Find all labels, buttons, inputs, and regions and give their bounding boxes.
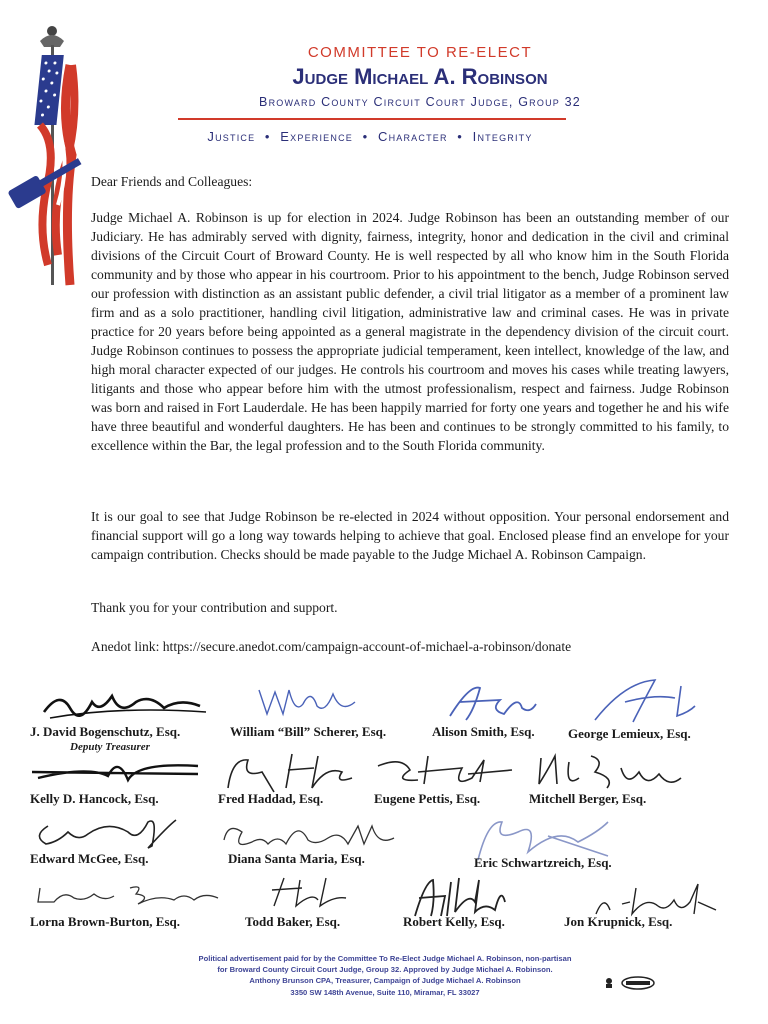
signatory-name: William “Bill” Scherer, Esq. [230,724,387,739]
greeting: Dear Friends and Colleagues: [91,174,253,189]
thanks-line: Thank you for your contribution and support. [91,600,338,615]
body-paragraph-1: Judge Michael A. Robinson is up for election in 2024. Judge Robinson has been an outstanding member of our Judiciary. He has admirably served with dignity, fairness, integrity, honor and dedication in the civil and criminal divisions of the Circuit Court of Broward County. He is well respected by all who know him in the South Florida community and by those who appear in his courtroom. Prior to his appointment to the bench, Judge Robinson served our profession with distinction as an assistant public defender, a civil trial litigator as a member of a prominent law firm and as a solo practitioner, handling civil litigation, administrative law and criminal cases. He was in private practice for 20 years before being appointed as a general magistrate in the dependency division of the circuit court. Judge Robinson continues to possess the appropriate judicial temperament, keen intellect, knowledge of the law, and high moral character expected of our judges. He controls his courtroom and moves his cases while treating lawyers, litigants and those who appear before him with the utmost professionalism, respect and fairness. Judge Robinson was born and raised in Fort Lauderdale. He has been happily married for forty one years and together he and his wife have three beautiful and wonderful daughters. He has been and continues to be strongly committed to his family, to excellence within the Bar, the legal profession and to the South Florida community. [91,210,729,453]
signature-haddad [222,748,362,796]
signatory-name: J. David Bogenschutz, Esq. [30,724,181,739]
signatory-name: Robert Kelly, Esq. [403,914,505,929]
disclaimer-line: Anthony Brunson CPA, Treasurer, Campaign of Judge Michael A. Robinson [249,976,521,986]
office-line: Broward County Circuit Court Judge, Group 32 [259,95,581,109]
signatory-name: Jon Krupnick, Esq. [564,914,673,929]
signature-bogenschutz [40,688,210,724]
signature-lemieux [585,676,705,726]
signature-scherer [255,684,365,720]
disclaimer-line: 3350 SW 148th Avenue, Suite 110, Miramar, FL 33027 [290,987,480,997]
signatory-name: Diana Santa Maria, Esq. [228,851,365,866]
signatory-name: Mitchell Berger, Esq. [529,791,647,806]
header-divider [178,118,566,120]
union-bug-icon [604,976,656,990]
body-paragraph-2: It is our goal to see that Judge Robinson be re-elected in 2024 without opposition. Your personal endorsement and financial support will go a long way towards helping to achieve that goal. Enclosed please find an envelope for your campaign contribution. Checks should be made payable to the Judge Michael A. Robinson Campaign. [91,509,729,562]
signature-hancock [28,752,208,786]
signature-smith [430,680,540,724]
signatory-name: George Lemieux, Esq. [568,726,691,741]
signatory-name: Alison Smith, Esq. [432,724,535,739]
signature-pettis [372,752,522,792]
signatory-name: Kelly D. Hancock, Esq. [30,791,159,806]
signatory-name: Lorna Brown-Burton, Esq. [30,914,181,929]
candidate-name: Judge Michael A. Robinson [292,64,548,89]
signature-santa-maria [218,816,408,856]
signature-mcgee [28,812,178,852]
signature-baker [262,872,362,912]
signature-berger [535,748,685,794]
signatory-role: Deputy Treasurer [70,741,150,753]
signatory-name: Eugene Pettis, Esq. [374,791,481,806]
signatory-name: Todd Baker, Esq. [245,914,341,929]
signatory-name: Fred Haddad, Esq. [218,791,324,806]
disclaimer-line: Political advertisement paid for by the Committee To Re-Elect Judge Michael A. Robinson, non-partisan [198,954,572,963]
tagline: Justice • Experience • Character • Integrity [207,129,533,144]
signature-brown-burton [34,880,224,910]
donation-link[interactable]: Anedot link: https://secure.anedot.com/campaign-account-of-michael-a-robinson/donate [91,639,572,654]
signatory-name: Edward McGee, Esq. [30,851,149,866]
committee-line: COMMITTEE TO RE-ELECT [307,44,533,61]
political-disclaimer [130,953,640,998]
disclaimer-line: for Broward County Circuit Court Judge, Group 32. Approved by Judge Michael A. Robinson. [217,965,553,975]
signatory-name: Eric Schwartzreich, Esq. [474,855,612,870]
